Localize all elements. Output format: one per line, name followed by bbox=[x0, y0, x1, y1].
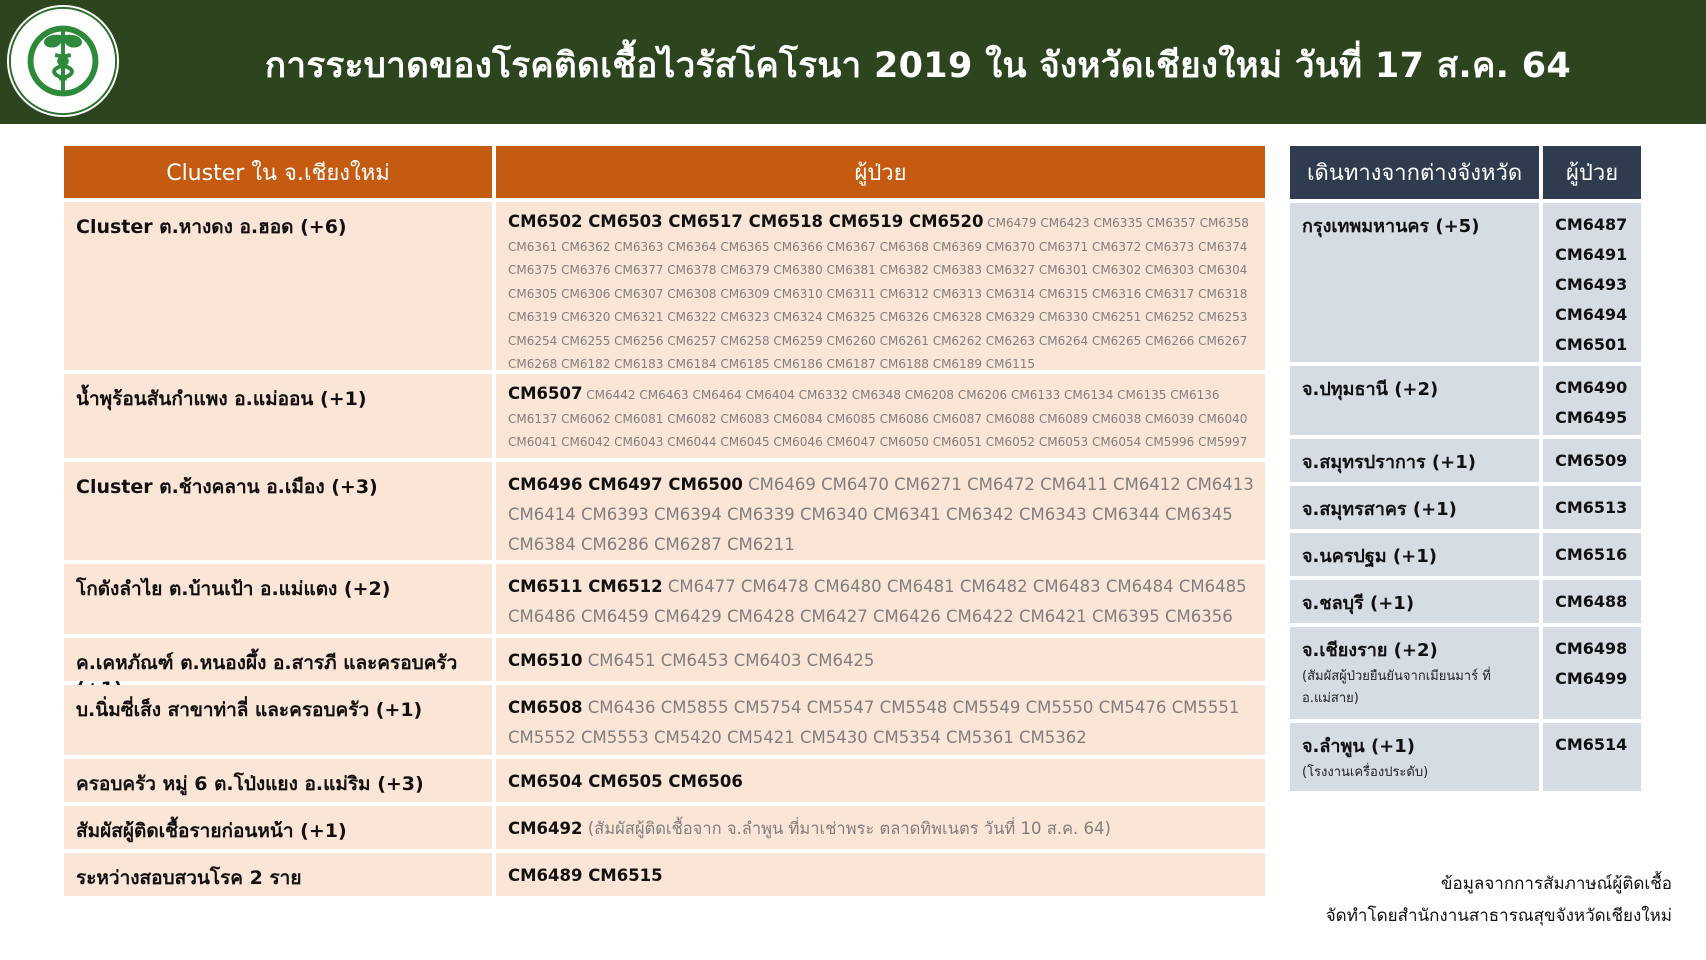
province-table bbox=[1290, 146, 1641, 791]
patients-column-header: ผู้ป่วย bbox=[496, 146, 1265, 198]
province-label: จ.สมุทรสาคร (+1) bbox=[1302, 499, 1457, 520]
table-row bbox=[64, 853, 1265, 896]
case-note: (สัมผัสผู้ติดเชื้อจาก จ.ลำพูน ที่มาเช่าพระ ตลาดทิพเนตร วันที่ 10 ส.ค. 64) bbox=[587, 819, 1111, 838]
table-row bbox=[64, 759, 1265, 802]
case-id: CM6491 bbox=[1555, 245, 1628, 264]
province-label: จ.นครปฐม (+1) bbox=[1302, 546, 1437, 567]
page-title: การระบาดของโรคติดเชื้อไวรัสโคโรนา 2019 ใน จังหวัดเชียงใหม่ วันที่ 17 ส.ค. 64 bbox=[264, 46, 1572, 86]
case-id: CM6516 bbox=[1555, 545, 1628, 564]
province-label: กรุงเทพมหานคร (+5) bbox=[1302, 216, 1480, 237]
case-id: CM6509 bbox=[1555, 451, 1628, 470]
case-id: CM6488 bbox=[1555, 592, 1628, 611]
table-row bbox=[1290, 439, 1641, 482]
case-id: CM6498 bbox=[1555, 639, 1628, 658]
source-footer bbox=[1326, 868, 1672, 932]
table-row bbox=[1290, 366, 1641, 435]
cluster-cases bbox=[496, 374, 1265, 458]
province-name bbox=[1290, 627, 1539, 719]
new-cases: CM6492 bbox=[508, 819, 583, 838]
cluster-name: น้ำพุร้อนสันกำแพง อ.แม่ออน (+1) bbox=[64, 374, 492, 458]
new-cases: CM6489 CM6515 bbox=[508, 866, 663, 885]
cluster-table bbox=[64, 146, 1265, 896]
cluster-cases bbox=[496, 638, 1265, 681]
table-row bbox=[64, 374, 1265, 458]
province-note: (โรงงานเครื่องประดับ) bbox=[1302, 765, 1429, 780]
author-line: จัดทำโดยสำนักงานสาธารณสุขจังหวัดเชียงใหม่ bbox=[1325, 906, 1672, 926]
previous-cases: CM6469 CM6470 CM6271 CM6472 CM6411 CM6412 CM6413 CM6414 CM6393 CM6394 CM6339 CM6340 CM6341 CM6342 CM6343 CM6344 CM6345 CM6384 CM6286 CM6287 CM6211 bbox=[508, 475, 1254, 554]
previous-cases: CM6477 CM6478 CM6480 CM6481 CM6482 CM6483 CM6484 CM6485 CM6486 CM6459 CM6429 CM6428 CM6427 CM6426 CM6422 CM6421 CM6395 CM6356 bbox=[508, 577, 1247, 626]
table-row bbox=[1290, 580, 1641, 623]
table-row bbox=[1290, 203, 1641, 362]
new-cases: CM6504 CM6505 CM6506 bbox=[508, 772, 743, 791]
province-cases bbox=[1543, 627, 1641, 719]
new-cases: CM6511 CM6512 bbox=[508, 577, 663, 596]
cluster-cases bbox=[496, 806, 1265, 849]
province-cases bbox=[1543, 366, 1641, 435]
new-cases: CM6507 bbox=[508, 384, 583, 403]
previous-cases: CM6436 CM5855 CM5754 CM5547 CM5548 CM5549 CM5550 CM5476 CM5551 CM5552 CM5553 CM5420 CM5421 CM5430 CM5354 CM5361 CM5362 bbox=[508, 698, 1240, 747]
cluster-name: ระหว่างสอบสวนโรค 2 ราย bbox=[64, 853, 492, 896]
table-row bbox=[64, 806, 1265, 849]
cluster-name: บ.นิ่มซี่เส็ง สาขาท่าลี่ และครอบครัว (+1) bbox=[64, 685, 492, 755]
new-cases: CM6508 bbox=[508, 698, 583, 717]
province-name bbox=[1290, 723, 1539, 791]
cluster-name: ครอบครัว หมู่ 6 ต.โป่งแยง อ.แม่ริม (+3) bbox=[64, 759, 492, 802]
table-row bbox=[1290, 533, 1641, 576]
case-id: CM6490 bbox=[1555, 378, 1628, 397]
province-name bbox=[1290, 533, 1539, 576]
province-name bbox=[1290, 203, 1539, 362]
province-column-header: เดินทางจากต่างจังหวัด bbox=[1290, 146, 1539, 199]
new-cases: CM6510 bbox=[508, 651, 583, 670]
table-row bbox=[1290, 627, 1641, 719]
header-bar bbox=[0, 0, 1706, 124]
previous-cases: CM6451 CM6453 CM6403 CM6425 bbox=[587, 651, 875, 670]
province-cases bbox=[1543, 533, 1641, 576]
cluster-cases bbox=[496, 759, 1265, 802]
province-table-header bbox=[1290, 146, 1641, 199]
case-id: CM6494 bbox=[1555, 305, 1628, 324]
case-id: CM6487 bbox=[1555, 215, 1628, 234]
new-cases: CM6502 CM6503 CM6517 CM6518 CM6519 CM6520 bbox=[508, 212, 984, 231]
cluster-name: Cluster ต.ช้างคลาน อ.เมือง (+3) bbox=[64, 462, 492, 560]
case-id: CM6499 bbox=[1555, 669, 1628, 688]
cluster-name: สัมผัสผู้ติดเชื้อรายก่อนหน้า (+1) bbox=[64, 806, 492, 849]
table-row bbox=[64, 564, 1265, 634]
cluster-name: ค.เคหภัณฑ์ ต.หนองผึ้ง อ.สารภี และครอบครัว bbox=[64, 638, 492, 681]
table-row bbox=[1290, 486, 1641, 529]
cluster-cases bbox=[496, 853, 1265, 896]
province-note: (สัมผัสผู้ป่วยยืนยันจากเมียนมาร์ ที่ อ.แม่สาย) bbox=[1302, 669, 1491, 706]
previous-cases: CM6442 CM6463 CM6464 CM6404 CM6332 CM6348 CM6208 CM6206 CM6133 CM6134 CM6135 CM6136 CM6137 CM6062 CM6081 CM6082 CM6083 CM6084 CM6085 CM6086 CM6087 CM6088 CM6089 CM6038 CM6039 CM6040 CM6041 CM6042 CM6043 CM6044 CM6045 CM6046 CM6047 CM6050 CM6051 CM6052 CM6053 CM6054 CM5996 CM5997 bbox=[508, 388, 1248, 449]
province-name bbox=[1290, 366, 1539, 435]
case-id: CM6493 bbox=[1555, 275, 1628, 294]
province-label: จ.เชียงราย (+2) bbox=[1302, 640, 1438, 661]
new-cases: CM6496 CM6497 CM6500 bbox=[508, 475, 743, 494]
case-id: CM6495 bbox=[1555, 408, 1628, 427]
patients-column-header: ผู้ป่วย bbox=[1543, 146, 1641, 199]
table-row bbox=[64, 685, 1265, 755]
source-line: ข้อมูลจากการสัมภาษณ์ผู้ติดเชื้อ bbox=[1440, 874, 1672, 894]
province-name bbox=[1290, 580, 1539, 623]
province-label: จ.ชลบุรี (+1) bbox=[1302, 593, 1415, 614]
table-row bbox=[1290, 723, 1641, 791]
cluster-cases bbox=[496, 462, 1265, 560]
case-id: CM6514 bbox=[1555, 735, 1628, 754]
ministry-logo-icon bbox=[4, 2, 122, 120]
case-id: CM6513 bbox=[1555, 498, 1628, 517]
cluster-cases bbox=[496, 564, 1265, 634]
province-cases bbox=[1543, 203, 1641, 362]
province-cases bbox=[1543, 723, 1641, 791]
province-label: จ.ลำพูน (+1) bbox=[1302, 736, 1416, 757]
province-cases bbox=[1543, 486, 1641, 529]
table-row bbox=[64, 638, 1265, 681]
province-label: จ.ปทุมธานี (+2) bbox=[1302, 379, 1439, 400]
province-cases bbox=[1543, 439, 1641, 482]
case-id: CM6501 bbox=[1555, 335, 1628, 354]
cluster-table-header bbox=[64, 146, 1265, 198]
province-name bbox=[1290, 486, 1539, 529]
previous-cases: CM6479 CM6423 CM6335 CM6357 CM6358 CM6361 CM6362 CM6363 CM6364 CM6365 CM6366 CM6367 CM6368 CM6369 CM6370 CM6371 CM6372 CM6373 CM6374 CM6375 CM6376 CM6377 CM6378 CM6379 CM6380 CM6381 CM6382 CM6383 CM6327 CM6301 CM6302 CM6303 CM6304 CM6305 CM6306 CM6307 CM6308 CM6309 CM6310 CM6311 CM6312 CM6313 CM6314 CM6315 CM6316 CM6317 CM6318 CM6319 CM6320 CM6321 CM6322 CM6323 CM6324 CM6325 CM6326 CM6328 CM6329 CM6330 CM6251 CM6252 CM6253 CM6254 CM6255 CM6256 CM6257 CM6258 CM6259 CM6260 CM6261 CM6262 CM6263 CM6264 CM6265 CM6266 CM6267 CM6268 CM6182 CM6183 CM6184 CM6185 CM6186 CM6187 CM6188 CM6189 CM6115 bbox=[508, 216, 1249, 371]
cluster-cases bbox=[496, 202, 1265, 370]
cluster-name: โกดังลำไย ต.บ้านเป้า อ.แม่แตง (+2) bbox=[64, 564, 492, 634]
province-label: จ.สมุทรปราการ (+1) bbox=[1302, 452, 1476, 473]
province-name bbox=[1290, 439, 1539, 482]
table-row bbox=[64, 462, 1265, 560]
cluster-column-header: Cluster ใน จ.เชียงใหม่ bbox=[64, 146, 492, 198]
cluster-name: Cluster ต.หางดง อ.ฮอด (+6) bbox=[64, 202, 492, 370]
province-cases bbox=[1543, 580, 1641, 623]
cluster-cases bbox=[496, 685, 1265, 755]
table-row bbox=[64, 202, 1265, 370]
